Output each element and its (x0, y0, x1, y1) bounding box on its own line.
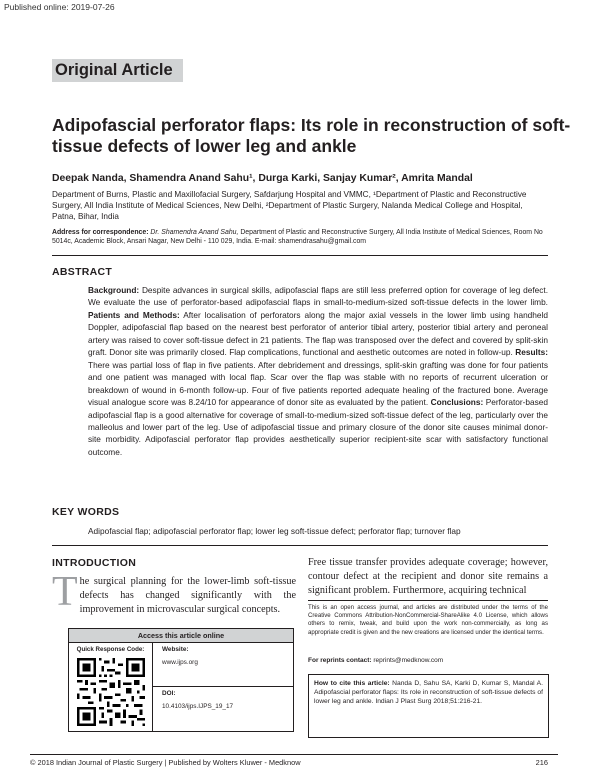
affiliations: Department of Burns, Plastic and Maxillofacial Surgery, Safdarjung Hospital and VMMC, ¹Department of Plastic and Reconstructive Surgery, All India Institute of Medical Sciences, New Delhi, ²Department of Plastic Surgery, Nalanda Medical College and Hospital, Patna, Bihar, India (52, 190, 527, 222)
results-text: There was partial loss of flap in five patients. After debridement and dressings, split-skin grafting was done for four patients and one patient was managed with local flap. Scar over the flap was stable with no reports of recurrent ulceration or breakdown of wound in 6-month follow-up. Four of five patients reported adequate healing of the fractured bone. Average visual analogue score was 8.24/10 for appearance of donor site as evaluated by the patient. (88, 359, 548, 408)
keywords-heading: KEY WORDS (52, 506, 120, 518)
doi-value[interactable]: 10.4103/ijps.IJPS_19_17 (162, 703, 234, 710)
correspondence-label: Address for correspondence: (52, 229, 149, 236)
access-info (153, 643, 294, 732)
footer-text: © 2018 Indian Journal of Plastic Surgery | Published by Wolters Kluwer - Medknow (30, 758, 301, 767)
background-text: Despite advances in surgical skills, adipofascial flaps are still less preferred option for coverage of leg defect. We evaluate the use of perforator-based adipofascial flaps in small-to-medium-sized soft-tissue defects in the lower limb. (88, 285, 548, 308)
page-number: 216 (535, 758, 548, 767)
website-cell (153, 643, 294, 687)
qr-code-icon[interactable] (77, 658, 145, 726)
citation-box (308, 674, 549, 738)
doi-cell (153, 687, 294, 732)
introduction-heading: INTRODUCTION (52, 557, 137, 569)
footer-divider (30, 754, 558, 755)
conclusions-label: Conclusions: (430, 397, 484, 408)
cite-label: How to cite this article: (314, 680, 390, 687)
divider (52, 545, 548, 546)
methods-label: Patients and Methods: (88, 309, 180, 320)
methods-text: After localisation of perforators along the major axial vessels in the lower limb using handheld Doppler, adipofascial flap based on the nearest best perforator of anterior tibial artery, posterior tibial artery and peroneal artery was raised to cover soft-tissue defect in 21 patients. The flap was transposed over the defect and covered by split-skin graft. Donor site was primarily closed. Flap complications, functional and aesthetic outcomes are noted in follow-up. (88, 309, 548, 358)
results-label: Results: (515, 347, 548, 358)
divider (52, 255, 548, 256)
reprints-contact (308, 657, 443, 664)
drop-cap: T (52, 569, 78, 615)
access-heading: Access this article online (69, 629, 293, 643)
correspondence-text: Department of Plastic and Reconstructive Surgery, All India Institute of Medical Sciences, Room No 5014c, Academic Block, Ansari Nagar, New Delhi - 110 029, India. E-mail: shamendrasahu@gmail.com (52, 229, 543, 246)
article-title: Adipofascial perforator flaps: Its role in reconstruction of soft-tissue defects of lower leg and ankle (52, 115, 571, 156)
introduction-text: he surgical planning for the lower-limb soft-tissue defects has changed significantly with the improvement in microvascular surgical concepts. (79, 576, 296, 615)
qr-cell (69, 643, 153, 732)
abstract-body (88, 284, 548, 458)
reprints-label: For reprints contact: (308, 657, 372, 664)
access-box (68, 628, 294, 732)
abstract-heading: ABSTRACT (52, 266, 113, 278)
website-label: Website: (162, 646, 189, 653)
keywords-text: Adipofascial flap; adipofascial perforator flap; lower leg soft-tissue defect; perforator flap; turnover flap (88, 526, 461, 536)
license-notice: This is an open access journal, and articles are distributed under the terms of the Creative Commons Attribution-NonCommercial-ShareAlike 4.0 License, which allows others to remix, tweak, and build upon the work non-commercially, as long as appropriate credit is given and the new creations are licensed under the identical terms. (308, 604, 548, 636)
article-type-badge: Original Article (52, 59, 183, 82)
reprints-email[interactable]: reprints@medknow.com (373, 657, 444, 664)
doi-label: DOI: (162, 690, 176, 697)
published-date: Published online: 2019-07-26 (4, 2, 115, 12)
correspondence-address (52, 228, 550, 246)
website-link[interactable]: www.ijps.org (162, 659, 198, 666)
divider (308, 600, 548, 601)
column-two-text: Free tissue transfer provides adequate coverage; however, contour defect at the recipient and donor site remains a significant problem. Furthermore, acquiring technical (308, 557, 548, 596)
qr-label: Quick Response Code: (76, 646, 145, 653)
correspondence-name: Dr. Shamendra Anand Sahu, (150, 229, 239, 236)
introduction-body (52, 569, 296, 617)
cite-text: Nanda D, Sahu SA, Karki D, Kumar S, Mandal A. Adipofascial perforator flaps: Its role in reconstruction of soft-tissue defects of lower leg and ankle. Indian J Plast Surg 2018;51:216-21. (314, 680, 543, 705)
background-label: Background: (88, 285, 140, 295)
author-list: Deepak Nanda, Shamendra Anand Sahu¹, Durga Karki, Sanjay Kumar², Amrita Mandal (52, 173, 473, 184)
conclusions-text: Perforator-based adipofascial flap is a good alternative for coverage of small-to-medium-sized soft-tissue defect of the leg, particularly over the malleolus and lower part of the leg. Use of adipofascial tissue and primary closure of the donor site causes minimal donor-site morbidity. Adipofascial perforator flap provides aesthetically superior recipient-site scar with satisfactory functional outcome. (88, 397, 549, 457)
